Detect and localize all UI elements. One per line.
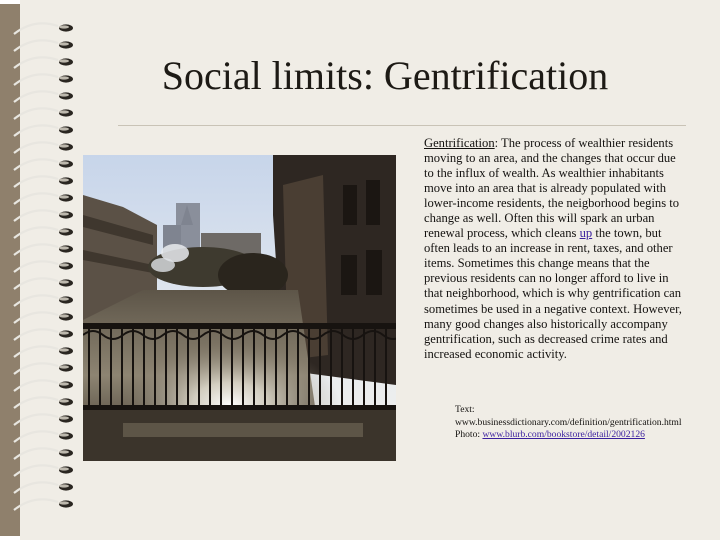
canal-photo — [83, 155, 396, 461]
binding-ring — [14, 57, 58, 68]
binding-hole-shine — [59, 161, 69, 164]
binding-ring — [14, 23, 58, 34]
binding-hole-shine — [59, 399, 69, 402]
binding-ring — [14, 363, 58, 374]
definition-rest: the town, but often leads to an increase in rent, taxes, and other items. Sometimes this change means that the previous residents can no longer afford to live in that neighborhood, which is why gentrification can sometimes be used in a negative context. However, many good changes also historically accompany gentrification, such as decreased crime rates and increased economic activity. — [424, 226, 682, 361]
slide-title: Social limits: Gentrification — [161, 53, 609, 98]
binding-hole-shine — [59, 59, 69, 62]
binding-ring — [14, 40, 58, 51]
binding-ring — [14, 74, 58, 85]
binding-hole-shine — [59, 25, 69, 28]
binding-ring — [14, 193, 58, 204]
binding-ring — [14, 448, 58, 459]
binding-hole-shine — [59, 484, 69, 487]
binding-hole-shine — [59, 467, 69, 470]
binding-hole-shine — [59, 246, 69, 249]
definition-intro: : The process of wealthier residents moving to an area, and the changes that occur due to the influx of wealth. As wealthier inhabitants move into an area that is already populated with lower-income residents, the neigborhood begins to change as well. Often this will spark an urban renewal process, which cleans — [424, 136, 680, 241]
binding-ring — [14, 91, 58, 102]
binding-ring — [14, 431, 58, 442]
photo-credit — [455, 429, 705, 442]
binding-hole-shine — [59, 280, 69, 283]
binding-hole-shine — [59, 433, 69, 436]
binding-ring — [14, 329, 58, 340]
binding-ring — [14, 142, 58, 153]
binding-ring — [14, 346, 58, 357]
spiral-binding-rings — [0, 0, 92, 540]
binding-hole-shine — [59, 450, 69, 453]
binding-hole-shine — [59, 263, 69, 266]
binding-ring — [14, 380, 58, 391]
binding-hole-shine — [59, 348, 69, 351]
binding-hole-shine — [59, 76, 69, 79]
binding-ring — [14, 397, 58, 408]
text-credit-url: www.businessdictionary.com/definition/gentrification.html — [455, 416, 682, 428]
binding-hole-shine — [59, 229, 69, 232]
binding-hole-shine — [59, 365, 69, 368]
binding-ring — [14, 465, 58, 476]
binding-hole-shine — [59, 501, 69, 504]
binding-hole-shine — [59, 382, 69, 385]
binding-ring — [14, 244, 58, 255]
source-credits — [455, 404, 705, 442]
binding-ring — [14, 482, 58, 493]
up-link[interactable]: up — [579, 226, 593, 241]
photo-credit-label: Photo: — [455, 429, 483, 440]
gentrification-definition — [424, 136, 686, 362]
binding-ring — [14, 125, 58, 136]
binding-hole-shine — [59, 331, 69, 334]
binding-ring — [14, 159, 58, 170]
binding-ring — [14, 414, 58, 425]
title-divider — [118, 125, 686, 126]
binding-hole-shine — [59, 93, 69, 96]
binding-ring — [14, 261, 58, 272]
photo-credit-link[interactable]: www.blurb.com/bookstore/detail/2002126 — [482, 429, 645, 440]
binding-ring — [14, 108, 58, 119]
binding-hole-shine — [59, 42, 69, 45]
binding-hole-shine — [59, 110, 69, 113]
binding-ring — [14, 499, 58, 510]
binding-hole-shine — [59, 297, 69, 300]
binding-hole-shine — [59, 127, 69, 130]
binding-hole-shine — [59, 195, 69, 198]
binding-ring — [14, 210, 58, 221]
binding-ring — [14, 176, 58, 187]
binding-hole-shine — [59, 416, 69, 419]
definition-term: Gentrification — [424, 136, 495, 150]
binding-ring — [14, 312, 58, 323]
text-credit-label: Text: — [455, 404, 475, 415]
binding-hole-shine — [59, 178, 69, 181]
binding-hole-shine — [59, 144, 69, 147]
binding-ring — [14, 295, 58, 306]
binding-hole-shine — [59, 212, 69, 215]
binding-hole-shine — [59, 314, 69, 317]
binding-ring — [14, 227, 58, 238]
binding-ring — [14, 278, 58, 289]
